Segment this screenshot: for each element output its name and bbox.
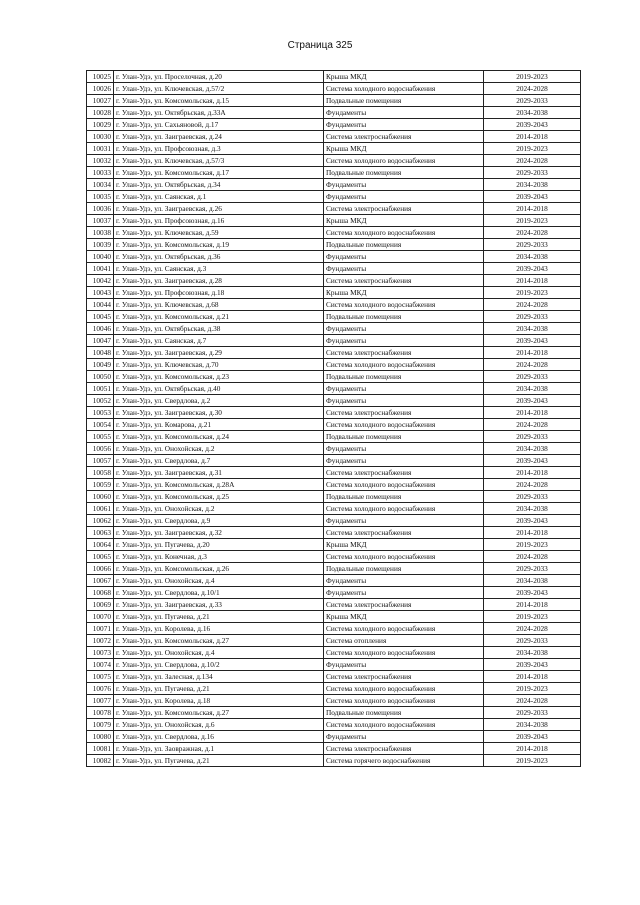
- table-row: [87, 335, 581, 347]
- period-cell: 2019-2023: [484, 71, 581, 83]
- element-cell: Система электроснабжения: [324, 203, 484, 215]
- table-row: [87, 371, 581, 383]
- address-cell: г. Улан-Удэ, ул. Залесная, д.134: [114, 671, 324, 683]
- period-cell: 2019-2023: [484, 539, 581, 551]
- row-number-cell: 10072: [87, 635, 114, 647]
- element-cell: Система холодного водоснабжения: [324, 647, 484, 659]
- element-cell: Система холодного водоснабжения: [324, 83, 484, 95]
- table-row: [87, 587, 581, 599]
- address-cell: г. Улан-Удэ, ул. Заиграевская, д.32: [114, 527, 324, 539]
- row-number-cell: 10074: [87, 659, 114, 671]
- period-cell: 2024-2028: [484, 359, 581, 371]
- row-number-cell: 10075: [87, 671, 114, 683]
- row-number-cell: 10078: [87, 707, 114, 719]
- element-cell: Подвальные помещения: [324, 239, 484, 251]
- element-cell: Система холодного водоснабжения: [324, 695, 484, 707]
- period-cell: 2034-2038: [484, 647, 581, 659]
- element-cell: Подвальные помещения: [324, 491, 484, 503]
- table-row: [87, 191, 581, 203]
- element-cell: Фундаменты: [324, 107, 484, 119]
- row-number-cell: 10065: [87, 551, 114, 563]
- period-cell: 2029-2033: [484, 635, 581, 647]
- row-number-cell: 10056: [87, 443, 114, 455]
- address-cell: г. Улан-Удэ, ул. Ключевская, д.68: [114, 299, 324, 311]
- address-cell: г. Улан-Удэ, ул. Заиграевская, д.29: [114, 347, 324, 359]
- table-row: [87, 143, 581, 155]
- address-cell: г. Улан-Удэ, ул. Заиграевская, д.30: [114, 407, 324, 419]
- address-cell: г. Улан-Удэ, ул. Заиграевская, д.26: [114, 203, 324, 215]
- element-cell: Система электроснабжения: [324, 347, 484, 359]
- period-cell: 2039-2043: [484, 263, 581, 275]
- element-cell: Система электроснабжения: [324, 599, 484, 611]
- element-cell: Фундаменты: [324, 659, 484, 671]
- element-cell: Система электроснабжения: [324, 671, 484, 683]
- table-row: [87, 155, 581, 167]
- element-cell: Система электроснабжения: [324, 467, 484, 479]
- period-cell: 2034-2038: [484, 323, 581, 335]
- row-number-cell: 10080: [87, 731, 114, 743]
- row-number-cell: 10039: [87, 239, 114, 251]
- table-row: [87, 263, 581, 275]
- table-row: [87, 95, 581, 107]
- row-number-cell: 10030: [87, 131, 114, 143]
- element-cell: Фундаменты: [324, 263, 484, 275]
- row-number-cell: 10068: [87, 587, 114, 599]
- element-cell: Подвальные помещения: [324, 311, 484, 323]
- element-cell: Система холодного водоснабжения: [324, 155, 484, 167]
- address-cell: г. Улан-Удэ, ул. Онохойская, д.4: [114, 647, 324, 659]
- row-number-cell: 10050: [87, 371, 114, 383]
- address-cell: г. Улан-Удэ, ул. Саянская, д.3: [114, 263, 324, 275]
- row-number-cell: 10038: [87, 227, 114, 239]
- element-cell: Фундаменты: [324, 179, 484, 191]
- address-cell: г. Улан-Удэ, ул. Свердлова, д.7: [114, 455, 324, 467]
- period-cell: 2029-2033: [484, 707, 581, 719]
- period-cell: 2039-2043: [484, 515, 581, 527]
- element-cell: Фундаменты: [324, 335, 484, 347]
- address-cell: г. Улан-Удэ, ул. Онохойская, д.2: [114, 443, 324, 455]
- address-cell: г. Улан-Удэ, ул. Комсомольская, д.15: [114, 95, 324, 107]
- address-cell: г. Улан-Удэ, ул. Заиграевская, д.31: [114, 467, 324, 479]
- table-row: [87, 731, 581, 743]
- period-cell: 2039-2043: [484, 191, 581, 203]
- element-cell: Фундаменты: [324, 395, 484, 407]
- table-row: [87, 71, 581, 83]
- address-cell: г. Улан-Удэ, ул. Саянская, д.7: [114, 335, 324, 347]
- table-row: [87, 683, 581, 695]
- row-number-cell: 10062: [87, 515, 114, 527]
- element-cell: Крыша МКД: [324, 71, 484, 83]
- element-cell: Подвальные помещения: [324, 431, 484, 443]
- period-cell: 2014-2018: [484, 467, 581, 479]
- table-row: [87, 671, 581, 683]
- row-number-cell: 10077: [87, 695, 114, 707]
- element-cell: Система холодного водоснабжения: [324, 551, 484, 563]
- table-row: [87, 299, 581, 311]
- period-cell: 2029-2033: [484, 239, 581, 251]
- row-number-cell: 10025: [87, 71, 114, 83]
- address-cell: г. Улан-Удэ, ул. Комарова, д.21: [114, 419, 324, 431]
- table-row: [87, 203, 581, 215]
- element-cell: Система холодного водоснабжения: [324, 479, 484, 491]
- row-number-cell: 10058: [87, 467, 114, 479]
- period-cell: 2024-2028: [484, 419, 581, 431]
- address-cell: г. Улан-Удэ, ул. Профсоюзная, д.3: [114, 143, 324, 155]
- page-number-header: Страница 325: [287, 40, 353, 51]
- row-number-cell: 10033: [87, 167, 114, 179]
- address-cell: г. Улан-Удэ, ул. Ключевская, д.59: [114, 227, 324, 239]
- period-cell: 2039-2043: [484, 119, 581, 131]
- row-number-cell: 10082: [87, 755, 114, 767]
- period-cell: 2019-2023: [484, 287, 581, 299]
- element-cell: Крыша МКД: [324, 143, 484, 155]
- element-cell: Фундаменты: [324, 455, 484, 467]
- period-cell: 2029-2033: [484, 167, 581, 179]
- element-cell: Фундаменты: [324, 119, 484, 131]
- row-number-cell: 10043: [87, 287, 114, 299]
- period-cell: 2034-2038: [484, 443, 581, 455]
- row-number-cell: 10066: [87, 563, 114, 575]
- element-cell: Фундаменты: [324, 383, 484, 395]
- row-number-cell: 10054: [87, 419, 114, 431]
- table-row: [87, 383, 581, 395]
- period-cell: 2034-2038: [484, 179, 581, 191]
- table-row: [87, 443, 581, 455]
- table-row: [87, 467, 581, 479]
- table-row: [87, 575, 581, 587]
- table-row: [87, 539, 581, 551]
- table-row: [87, 503, 581, 515]
- table-row: [87, 527, 581, 539]
- period-cell: 2024-2028: [484, 623, 581, 635]
- period-cell: 2024-2028: [484, 299, 581, 311]
- element-cell: Система холодного водоснабжения: [324, 299, 484, 311]
- address-cell: г. Улан-Удэ, ул. Свердлова, д.9: [114, 515, 324, 527]
- element-cell: Крыша МКД: [324, 611, 484, 623]
- table-row: [87, 563, 581, 575]
- period-cell: 2014-2018: [484, 671, 581, 683]
- register-table-body: [87, 71, 581, 767]
- row-number-cell: 10036: [87, 203, 114, 215]
- period-cell: 2019-2023: [484, 683, 581, 695]
- table-row: [87, 407, 581, 419]
- table-row: [87, 419, 581, 431]
- address-cell: г. Улан-Удэ, ул. Комсомольская, д.26: [114, 563, 324, 575]
- table-row: [87, 227, 581, 239]
- address-cell: г. Улан-Удэ, ул. Пугачева, д.20: [114, 539, 324, 551]
- period-cell: 2029-2033: [484, 491, 581, 503]
- table-row: [87, 491, 581, 503]
- address-cell: г. Улан-Удэ, ул. Комсомольская, д.27: [114, 707, 324, 719]
- element-cell: Система электроснабжения: [324, 275, 484, 287]
- address-cell: г. Улан-Удэ, ул. Комсомольская, д.24: [114, 431, 324, 443]
- address-cell: г. Улан-Удэ, ул. Пугачева, д.21: [114, 683, 324, 695]
- address-cell: г. Улан-Удэ, ул. Комсомольская, д.25: [114, 491, 324, 503]
- table-row: [87, 695, 581, 707]
- element-cell: Система холодного водоснабжения: [324, 719, 484, 731]
- period-cell: 2014-2018: [484, 407, 581, 419]
- row-number-cell: 10044: [87, 299, 114, 311]
- period-cell: 2034-2038: [484, 251, 581, 263]
- element-cell: Фундаменты: [324, 731, 484, 743]
- register-table: [86, 70, 581, 767]
- period-cell: 2034-2038: [484, 575, 581, 587]
- row-number-cell: 10069: [87, 599, 114, 611]
- element-cell: Фундаменты: [324, 251, 484, 263]
- period-cell: 2024-2028: [484, 695, 581, 707]
- table-row: [87, 647, 581, 659]
- period-cell: 2034-2038: [484, 383, 581, 395]
- address-cell: г. Улан-Удэ, ул. Профсоюзная, д.18: [114, 287, 324, 299]
- table-row: [87, 119, 581, 131]
- period-cell: 2019-2023: [484, 755, 581, 767]
- element-cell: Система электроснабжения: [324, 743, 484, 755]
- period-cell: 2039-2043: [484, 731, 581, 743]
- address-cell: г. Улан-Удэ, ул. Королева, д.16: [114, 623, 324, 635]
- element-cell: Фундаменты: [324, 587, 484, 599]
- row-number-cell: 10049: [87, 359, 114, 371]
- row-number-cell: 10057: [87, 455, 114, 467]
- element-cell: Система холодного водоснабжения: [324, 683, 484, 695]
- address-cell: г. Улан-Удэ, ул. Онохойская, д.6: [114, 719, 324, 731]
- row-number-cell: 10048: [87, 347, 114, 359]
- row-number-cell: 10037: [87, 215, 114, 227]
- table-row: [87, 287, 581, 299]
- address-cell: г. Улан-Удэ, ул. Ключевская, д.57/2: [114, 83, 324, 95]
- element-cell: Фундаменты: [324, 515, 484, 527]
- table-row: [87, 347, 581, 359]
- row-number-cell: 10071: [87, 623, 114, 635]
- period-cell: 2019-2023: [484, 611, 581, 623]
- row-number-cell: 10032: [87, 155, 114, 167]
- address-cell: г. Улан-Удэ, ул. Пугачева, д.21: [114, 611, 324, 623]
- element-cell: Система электроснабжения: [324, 527, 484, 539]
- period-cell: 2014-2018: [484, 131, 581, 143]
- period-cell: 2039-2043: [484, 455, 581, 467]
- element-cell: Система электроснабжения: [324, 407, 484, 419]
- row-number-cell: 10081: [87, 743, 114, 755]
- table-row: [87, 359, 581, 371]
- period-cell: 2029-2033: [484, 563, 581, 575]
- element-cell: Крыша МКД: [324, 215, 484, 227]
- row-number-cell: 10073: [87, 647, 114, 659]
- row-number-cell: 10059: [87, 479, 114, 491]
- address-cell: г. Улан-Удэ, ул. Комсомольская, д.28А: [114, 479, 324, 491]
- table-row: [87, 515, 581, 527]
- period-cell: 2014-2018: [484, 347, 581, 359]
- period-cell: 2034-2038: [484, 503, 581, 515]
- address-cell: г. Улан-Удэ, ул. Онохойская, д.2: [114, 503, 324, 515]
- address-cell: г. Улан-Удэ, ул. Октябрьская, д.34: [114, 179, 324, 191]
- address-cell: г. Улан-Удэ, ул. Заовражная, д.1: [114, 743, 324, 755]
- period-cell: 2014-2018: [484, 275, 581, 287]
- address-cell: г. Улан-Удэ, ул. Комсомольская, д.27: [114, 635, 324, 647]
- table-row: [87, 275, 581, 287]
- period-cell: 2019-2023: [484, 215, 581, 227]
- period-cell: 2039-2043: [484, 587, 581, 599]
- row-number-cell: 10051: [87, 383, 114, 395]
- table-row: [87, 239, 581, 251]
- period-cell: 2034-2038: [484, 719, 581, 731]
- element-cell: Система отопления: [324, 635, 484, 647]
- element-cell: Фундаменты: [324, 191, 484, 203]
- table-row: [87, 179, 581, 191]
- period-cell: 2024-2028: [484, 479, 581, 491]
- address-cell: г. Улан-Удэ, ул. Королева, д.18: [114, 695, 324, 707]
- table-row: [87, 719, 581, 731]
- element-cell: Подвальные помещения: [324, 563, 484, 575]
- address-cell: г. Улан-Удэ, ул. Свердлова, д.10/1: [114, 587, 324, 599]
- address-cell: г. Улан-Удэ, ул. Свердлова, д.10/2: [114, 659, 324, 671]
- period-cell: 2024-2028: [484, 155, 581, 167]
- row-number-cell: 10067: [87, 575, 114, 587]
- address-cell: г. Улан-Удэ, ул. Саянская, д.1: [114, 191, 324, 203]
- element-cell: Система холодного водоснабжения: [324, 623, 484, 635]
- row-number-cell: 10070: [87, 611, 114, 623]
- row-number-cell: 10061: [87, 503, 114, 515]
- address-cell: г. Улан-Удэ, ул. Комсомольская, д.23: [114, 371, 324, 383]
- row-number-cell: 10031: [87, 143, 114, 155]
- element-cell: Система электроснабжения: [324, 131, 484, 143]
- row-number-cell: 10045: [87, 311, 114, 323]
- period-cell: 2024-2028: [484, 83, 581, 95]
- period-cell: 2039-2043: [484, 335, 581, 347]
- row-number-cell: 10063: [87, 527, 114, 539]
- address-cell: г. Улан-Удэ, ул. Конечная, д.3: [114, 551, 324, 563]
- address-cell: г. Улан-Удэ, ул. Комсомольская, д.19: [114, 239, 324, 251]
- table-row: [87, 551, 581, 563]
- table-row: [87, 83, 581, 95]
- period-cell: 2029-2033: [484, 95, 581, 107]
- table-row: [87, 107, 581, 119]
- period-cell: 2039-2043: [484, 659, 581, 671]
- element-cell: Фундаменты: [324, 575, 484, 587]
- address-cell: г. Улан-Удэ, ул. Комсомольская, д.21: [114, 311, 324, 323]
- address-cell: г. Улан-Удэ, ул. Заиграевская, д.33: [114, 599, 324, 611]
- table-row: [87, 635, 581, 647]
- row-number-cell: 10029: [87, 119, 114, 131]
- address-cell: г. Улан-Удэ, ул. Октябрьская, д.33А: [114, 107, 324, 119]
- period-cell: 2029-2033: [484, 431, 581, 443]
- address-cell: г. Улан-Удэ, ул. Онохойская, д.4: [114, 575, 324, 587]
- row-number-cell: 10026: [87, 83, 114, 95]
- address-cell: г. Улан-Удэ, ул. Свердлова, д.2: [114, 395, 324, 407]
- period-cell: 2024-2028: [484, 227, 581, 239]
- address-cell: г. Улан-Удэ, ул. Сахьяновой, д.17: [114, 119, 324, 131]
- element-cell: Система холодного водоснабжения: [324, 359, 484, 371]
- row-number-cell: 10053: [87, 407, 114, 419]
- row-number-cell: 10079: [87, 719, 114, 731]
- element-cell: Подвальные помещения: [324, 371, 484, 383]
- element-cell: Система холодного водоснабжения: [324, 227, 484, 239]
- address-cell: г. Улан-Удэ, ул. Пугачева, д.21: [114, 755, 324, 767]
- address-cell: г. Улан-Удэ, ул. Октябрьская, д.36: [114, 251, 324, 263]
- row-number-cell: 10042: [87, 275, 114, 287]
- element-cell: Система холодного водоснабжения: [324, 419, 484, 431]
- table-row: [87, 623, 581, 635]
- row-number-cell: 10041: [87, 263, 114, 275]
- address-cell: г. Улан-Удэ, ул. Свердлова, д.16: [114, 731, 324, 743]
- table-row: [87, 323, 581, 335]
- table-row: [87, 707, 581, 719]
- address-cell: г. Улан-Удэ, ул. Ключевская, д.70: [114, 359, 324, 371]
- table-row: [87, 215, 581, 227]
- address-cell: г. Улан-Удэ, ул. Комсомольская, д.17: [114, 167, 324, 179]
- element-cell: Подвальные помещения: [324, 95, 484, 107]
- row-number-cell: 10052: [87, 395, 114, 407]
- element-cell: Крыша МКД: [324, 287, 484, 299]
- element-cell: Фундаменты: [324, 443, 484, 455]
- row-number-cell: 10028: [87, 107, 114, 119]
- row-number-cell: 10047: [87, 335, 114, 347]
- period-cell: 2024-2028: [484, 551, 581, 563]
- element-cell: Система холодного водоснабжения: [324, 503, 484, 515]
- table-row: [87, 131, 581, 143]
- period-cell: 2019-2023: [484, 143, 581, 155]
- element-cell: Крыша МКД: [324, 539, 484, 551]
- row-number-cell: 10076: [87, 683, 114, 695]
- period-cell: 2014-2018: [484, 743, 581, 755]
- period-cell: 2014-2018: [484, 527, 581, 539]
- row-number-cell: 10064: [87, 539, 114, 551]
- row-number-cell: 10027: [87, 95, 114, 107]
- element-cell: Подвальные помещения: [324, 707, 484, 719]
- table-row: [87, 311, 581, 323]
- table-row: [87, 659, 581, 671]
- table-row: [87, 743, 581, 755]
- period-cell: 2014-2018: [484, 203, 581, 215]
- element-cell: Фундаменты: [324, 323, 484, 335]
- address-cell: г. Улан-Удэ, ул. Заиграевская, д.28: [114, 275, 324, 287]
- table-row: [87, 251, 581, 263]
- row-number-cell: 10046: [87, 323, 114, 335]
- address-cell: г. Улан-Удэ, ул. Заиграевская, д.24: [114, 131, 324, 143]
- address-cell: г. Улан-Удэ, ул. Ключевская, д.57/3: [114, 155, 324, 167]
- period-cell: 2034-2038: [484, 107, 581, 119]
- row-number-cell: 10040: [87, 251, 114, 263]
- address-cell: г. Улан-Удэ, ул. Октябрьская, д.38: [114, 323, 324, 335]
- address-cell: г. Улан-Удэ, ул. Октябрьская, д.40: [114, 383, 324, 395]
- table-row: [87, 431, 581, 443]
- period-cell: 2029-2033: [484, 371, 581, 383]
- address-cell: г. Улан-Удэ, ул. Проселочная, д.20: [114, 71, 324, 83]
- period-cell: 2029-2033: [484, 311, 581, 323]
- table-row: [87, 755, 581, 767]
- table-row: [87, 599, 581, 611]
- table-row: [87, 395, 581, 407]
- table-row: [87, 611, 581, 623]
- table-row: [87, 479, 581, 491]
- period-cell: 2014-2018: [484, 599, 581, 611]
- table-row: [87, 455, 581, 467]
- row-number-cell: 10055: [87, 431, 114, 443]
- element-cell: Система горячего водоснабжения: [324, 755, 484, 767]
- row-number-cell: 10034: [87, 179, 114, 191]
- table-row: [87, 167, 581, 179]
- row-number-cell: 10060: [87, 491, 114, 503]
- period-cell: 2039-2043: [484, 395, 581, 407]
- address-cell: г. Улан-Удэ, ул. Профсоюзная, д.16: [114, 215, 324, 227]
- element-cell: Подвальные помещения: [324, 167, 484, 179]
- row-number-cell: 10035: [87, 191, 114, 203]
